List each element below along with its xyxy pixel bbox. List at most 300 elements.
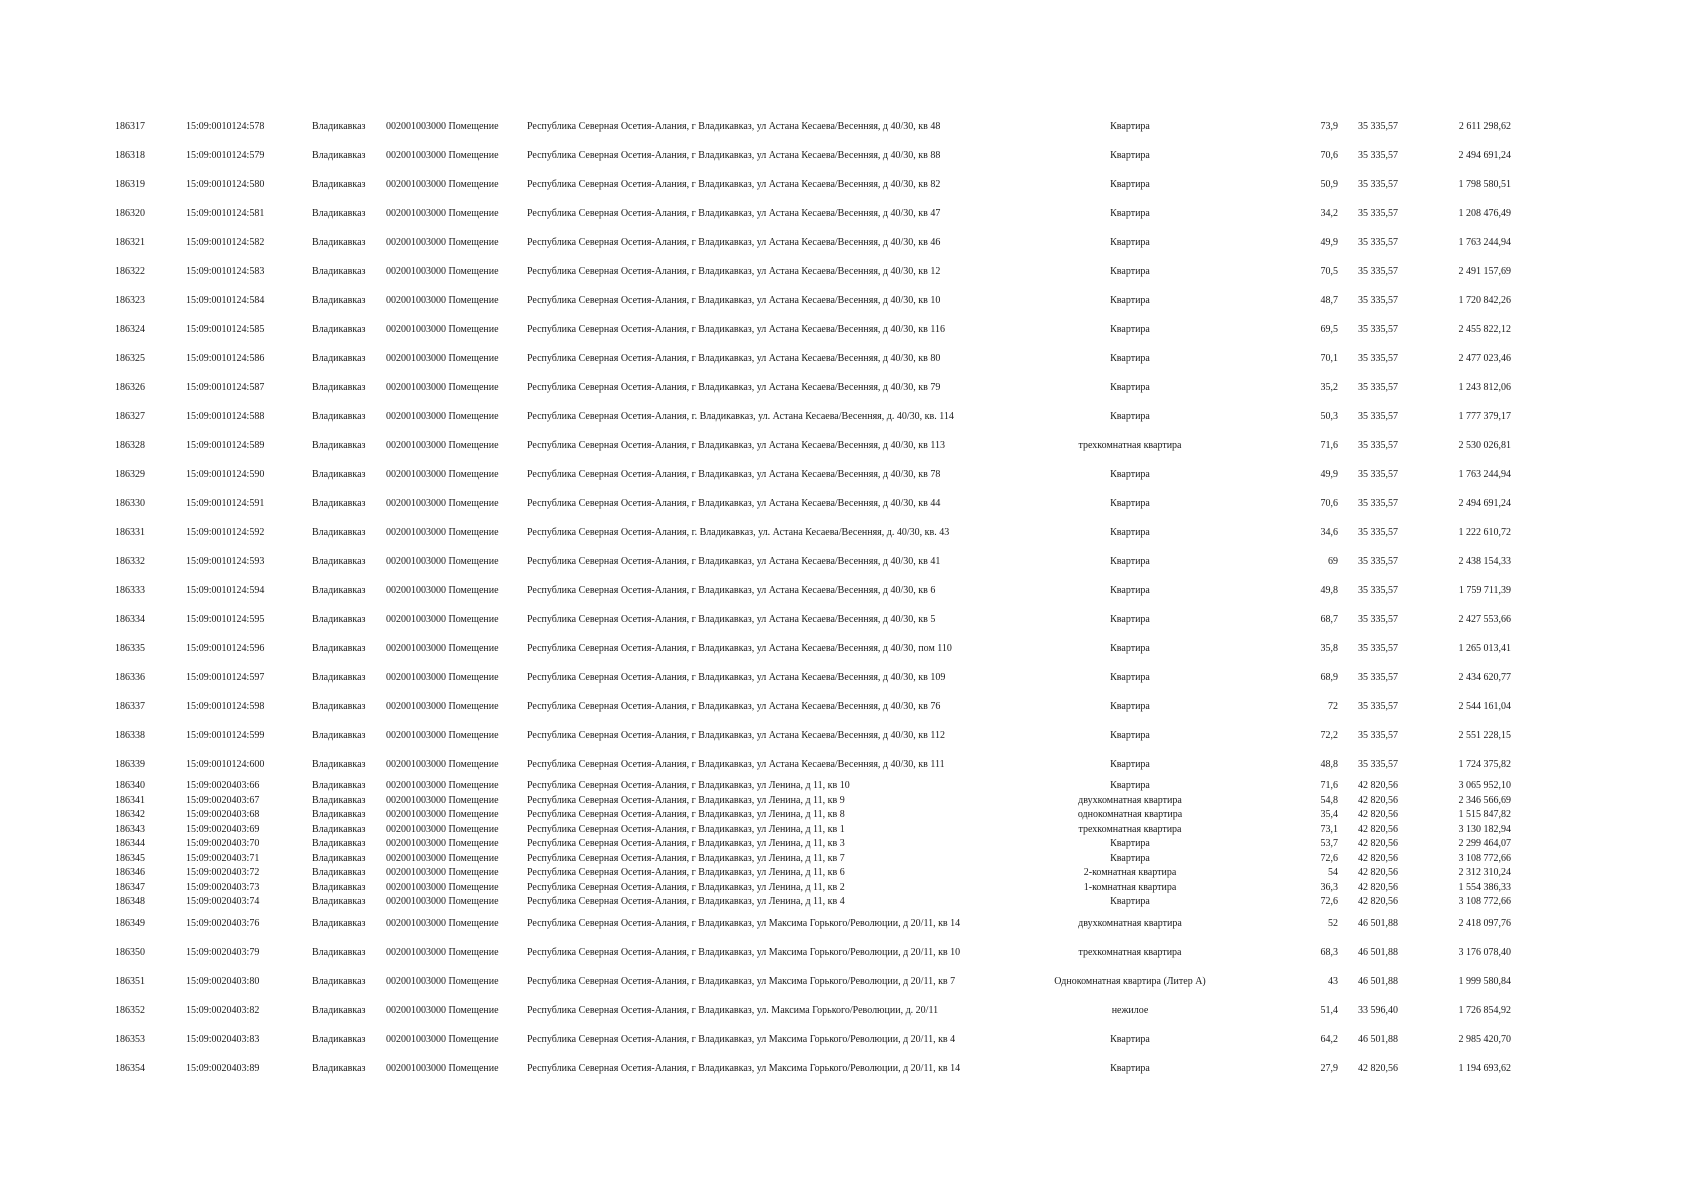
cadastral-number-cell: 15:09:0010124:591 — [186, 498, 265, 509]
city-cell: Владикавказ — [312, 237, 366, 248]
premises-type-label: Квартира — [1110, 179, 1150, 190]
premises-type-label: Квартира — [1110, 324, 1150, 335]
premises-type-label: Квартира — [1110, 780, 1150, 791]
city-cell: Владикавказ — [312, 266, 366, 277]
object-code-cell: 002001003000 Помещение — [386, 780, 499, 791]
object-code-cell: 002001003000 Помещение — [386, 643, 499, 654]
address-cell: Республика Северная Осетия-Алания, г Владикавказ, ул Астана Кесаева/Весенняя, д 40/30, кв 6 — [527, 585, 936, 596]
cadastral-number-cell: 15:09:0010124:598 — [186, 701, 265, 712]
object-code-cell: 002001003000 Помещение — [386, 947, 499, 958]
premises-type-label: Квартира — [1110, 585, 1150, 596]
record-number-cell: 186353 — [115, 1034, 145, 1045]
area-cell: 73,9 — [1320, 121, 1338, 132]
city-cell: Владикавказ — [312, 411, 366, 422]
area-cell: 35,4 — [1320, 809, 1338, 820]
table-row — [0, 779, 1697, 793]
cadastral-value-cell: 2 530 026,81 — [1458, 440, 1511, 451]
cadastral-number-cell: 15:09:0020403:71 — [186, 853, 260, 864]
cadastral-number-cell: 15:09:0020403:83 — [186, 1034, 260, 1045]
object-code-cell: 002001003000 Помещение — [386, 440, 499, 451]
premises-type-label: Квартира — [1110, 730, 1150, 741]
address-cell: Республика Северная Осетия-Алания, г Владикавказ, ул Астана Кесаева/Весенняя, д 40/30, кв 112 — [527, 730, 945, 741]
record-number-cell: 186351 — [115, 976, 145, 987]
city-cell: Владикавказ — [312, 701, 366, 712]
address-cell: Республика Северная Осетия-Алания, г Владикавказ, ул Ленина, д 11, кв 9 — [527, 795, 845, 806]
area-cell: 64,2 — [1320, 1034, 1338, 1045]
premises-type-label: Квартира — [1110, 896, 1150, 907]
record-number-cell: 186319 — [115, 179, 145, 190]
table-row — [0, 1033, 1697, 1047]
table-row — [0, 294, 1697, 308]
address-cell: Республика Северная Осетия-Алания, г Владикавказ, ул Ленина, д 11, кв 3 — [527, 838, 845, 849]
city-cell: Владикавказ — [312, 824, 366, 835]
area-cell: 50,3 — [1320, 411, 1338, 422]
premises-type-label: Квартира — [1110, 150, 1150, 161]
cadastral-value-cell: 2 418 097,76 — [1458, 918, 1511, 929]
city-cell: Владикавказ — [312, 585, 366, 596]
specific-value-cell: 35 335,57 — [1358, 324, 1398, 335]
object-code-cell: 002001003000 Помещение — [386, 824, 499, 835]
cadastral-value-cell: 2 346 566,69 — [1458, 795, 1511, 806]
address-cell: Республика Северная Осетия-Алания, г Владикавказ, ул Астана Кесаева/Весенняя, д 40/30, кв 80 — [527, 353, 941, 364]
record-number-cell: 186323 — [115, 295, 145, 306]
cadastral-number-cell: 15:09:0010124:579 — [186, 150, 265, 161]
table-row — [0, 323, 1697, 337]
city-cell: Владикавказ — [312, 469, 366, 480]
address-cell: Республика Северная Осетия-Алания, г Владикавказ, ул Астана Кесаева/Весенняя, д 40/30, кв 44 — [527, 498, 941, 509]
specific-value-cell: 35 335,57 — [1358, 295, 1398, 306]
table-row — [0, 852, 1697, 866]
specific-value-cell: 35 335,57 — [1358, 121, 1398, 132]
cadastral-number-cell: 15:09:0020403:66 — [186, 780, 260, 791]
cadastral-number-cell: 15:09:0010124:599 — [186, 730, 265, 741]
cadastral-value-cell: 2 434 620,77 — [1458, 672, 1511, 683]
area-cell: 68,7 — [1320, 614, 1338, 625]
premises-type-label: Квартира — [1110, 353, 1150, 364]
object-code-cell: 002001003000 Помещение — [386, 527, 499, 538]
record-number-cell: 186335 — [115, 643, 145, 654]
city-cell: Владикавказ — [312, 976, 366, 987]
address-cell: Республика Северная Осетия-Алания, г Владикавказ, ул Ленина, д 11, кв 4 — [527, 896, 845, 907]
premises-type-label: Квартира — [1110, 643, 1150, 654]
object-code-cell: 002001003000 Помещение — [386, 896, 499, 907]
cadastral-number-cell: 15:09:0020403:69 — [186, 824, 260, 835]
address-cell: Республика Северная Осетия-Алания, г Владикавказ, ул Астана Кесаева/Весенняя, д 40/30, кв 10 — [527, 295, 941, 306]
table-row — [0, 149, 1697, 163]
premises-type-label: трехкомнатная квартира — [1078, 824, 1182, 835]
specific-value-cell: 46 501,88 — [1358, 918, 1398, 929]
address-cell: Республика Северная Осетия-Алания, г Владикавказ, ул Астана Кесаева/Весенняя, д 40/30, кв 111 — [527, 759, 945, 770]
area-cell: 52 — [1328, 918, 1338, 929]
record-number-cell: 186342 — [115, 809, 145, 820]
cadastral-number-cell: 15:09:0020403:80 — [186, 976, 260, 987]
record-number-cell: 186324 — [115, 324, 145, 335]
record-number-cell: 186333 — [115, 585, 145, 596]
address-cell: Республика Северная Осетия-Алания, г Владикавказ, ул Астана Кесаева/Весенняя, д 40/30, кв 82 — [527, 179, 941, 190]
area-cell: 68,3 — [1320, 947, 1338, 958]
specific-value-cell: 35 335,57 — [1358, 614, 1398, 625]
premises-type-label: Квартира — [1110, 411, 1150, 422]
area-cell: 27,9 — [1320, 1063, 1338, 1074]
cadastral-value-cell: 3 065 952,10 — [1458, 780, 1511, 791]
table-row — [0, 613, 1697, 627]
address-cell: Республика Северная Осетия-Алания, г Владикавказ, ул Астана Кесаева/Весенняя, д 40/30, кв 116 — [527, 324, 945, 335]
cadastral-value-cell: 2 544 161,04 — [1458, 701, 1511, 712]
cadastral-value-cell: 2 477 023,46 — [1458, 353, 1511, 364]
area-cell: 73,1 — [1320, 824, 1338, 835]
specific-value-cell: 35 335,57 — [1358, 730, 1398, 741]
specific-value-cell: 42 820,56 — [1358, 1063, 1398, 1074]
record-number-cell: 186325 — [115, 353, 145, 364]
premises-type-label: Квартира — [1110, 208, 1150, 219]
address-cell: Республика Северная Осетия-Алания, г Владикавказ, ул Астана Кесаева/Весенняя, д 40/30, кв 46 — [527, 237, 941, 248]
specific-value-cell: 42 820,56 — [1358, 795, 1398, 806]
premises-type-label: Однокомнатная квартира (Литер А) — [1054, 976, 1206, 987]
cadastral-value-cell: 1 554 386,33 — [1458, 882, 1511, 893]
city-cell: Владикавказ — [312, 382, 366, 393]
premises-type-label: Квартира — [1110, 121, 1150, 132]
object-code-cell: 002001003000 Помещение — [386, 295, 499, 306]
record-number-cell: 186352 — [115, 1005, 145, 1016]
table-row — [0, 178, 1697, 192]
cadastral-number-cell: 15:09:0010124:594 — [186, 585, 265, 596]
address-cell: Республика Северная Осетия-Алания, г Владикавказ, ул Максима Горького/Революции, д 20/11, кв 14 — [527, 918, 961, 929]
specific-value-cell: 35 335,57 — [1358, 440, 1398, 451]
cadastral-number-cell: 15:09:0010124:596 — [186, 643, 265, 654]
record-number-cell: 186346 — [115, 867, 145, 878]
city-cell: Владикавказ — [312, 556, 366, 567]
specific-value-cell: 42 820,56 — [1358, 780, 1398, 791]
premises-type-label: Квартира — [1110, 527, 1150, 538]
specific-value-cell: 35 335,57 — [1358, 382, 1398, 393]
record-number-cell: 186338 — [115, 730, 145, 741]
address-cell: Республика Северная Осетия-Алания, г Владикавказ, ул Астана Кесаева/Весенняя, д 40/30, кв 79 — [527, 382, 941, 393]
specific-value-cell: 35 335,57 — [1358, 701, 1398, 712]
specific-value-cell: 35 335,57 — [1358, 759, 1398, 770]
cadastral-value-cell: 1 724 375,82 — [1458, 759, 1511, 770]
cadastral-value-cell: 3 108 772,66 — [1458, 853, 1511, 864]
table-row — [0, 584, 1697, 598]
specific-value-cell: 42 820,56 — [1358, 896, 1398, 907]
premises-type-label: Квартира — [1110, 469, 1150, 480]
table-row — [0, 895, 1697, 909]
cadastral-number-cell: 15:09:0010124:578 — [186, 121, 265, 132]
object-code-cell: 002001003000 Помещение — [386, 672, 499, 683]
cadastral-value-cell: 2 312 310,24 — [1458, 867, 1511, 878]
city-cell: Владикавказ — [312, 527, 366, 538]
city-cell: Владикавказ — [312, 882, 366, 893]
city-cell: Владикавказ — [312, 896, 366, 907]
address-cell: Республика Северная Осетия-Алания, г Владикавказ, ул Астана Кесаева/Весенняя, д 40/30, кв 47 — [527, 208, 941, 219]
address-cell: Республика Северная Осетия-Алания, г Владикавказ, ул Астана Кесаева/Весенняя, д 40/30, кв 12 — [527, 266, 941, 277]
table-row — [0, 700, 1697, 714]
object-code-cell: 002001003000 Помещение — [386, 121, 499, 132]
cadastral-number-cell: 15:09:0010124:581 — [186, 208, 265, 219]
table-row — [0, 642, 1697, 656]
area-cell: 34,2 — [1320, 208, 1338, 219]
record-number-cell: 186344 — [115, 838, 145, 849]
address-cell: Республика Северная Осетия-Алания, г Владикавказ, ул Астана Кесаева/Весенняя, д 40/30, кв 41 — [527, 556, 941, 567]
record-number-cell: 186348 — [115, 896, 145, 907]
area-cell: 72,6 — [1320, 853, 1338, 864]
address-cell: Республика Северная Осетия-Алания, г Владикавказ, ул Ленина, д 11, кв 6 — [527, 867, 845, 878]
cadastral-number-cell: 15:09:0020403:79 — [186, 947, 260, 958]
area-cell: 36,3 — [1320, 882, 1338, 893]
cadastral-value-cell: 2 985 420,70 — [1458, 1034, 1511, 1045]
table-row — [0, 526, 1697, 540]
cadastral-value-cell: 2 438 154,33 — [1458, 556, 1511, 567]
city-cell: Владикавказ — [312, 295, 366, 306]
area-cell: 68,9 — [1320, 672, 1338, 683]
cadastral-number-cell: 15:09:0010124:585 — [186, 324, 265, 335]
table-row — [0, 758, 1697, 772]
specific-value-cell: 35 335,57 — [1358, 266, 1398, 277]
object-code-cell: 002001003000 Помещение — [386, 1063, 499, 1074]
table-row — [0, 207, 1697, 221]
cadastral-number-cell: 15:09:0010124:600 — [186, 759, 265, 770]
record-number-cell: 186340 — [115, 780, 145, 791]
city-cell: Владикавказ — [312, 809, 366, 820]
object-code-cell: 002001003000 Помещение — [386, 614, 499, 625]
table-row — [0, 1062, 1697, 1076]
object-code-cell: 002001003000 Помещение — [386, 1005, 499, 1016]
area-cell: 72,2 — [1320, 730, 1338, 741]
city-cell: Владикавказ — [312, 795, 366, 806]
record-number-cell: 186321 — [115, 237, 145, 248]
object-code-cell: 002001003000 Помещение — [386, 411, 499, 422]
area-cell: 35,2 — [1320, 382, 1338, 393]
object-code-cell: 002001003000 Помещение — [386, 976, 499, 987]
city-cell: Владикавказ — [312, 643, 366, 654]
record-number-cell: 186327 — [115, 411, 145, 422]
cadastral-value-cell: 1 726 854,92 — [1458, 1005, 1511, 1016]
object-code-cell: 002001003000 Помещение — [386, 882, 499, 893]
cadastral-value-cell: 2 494 691,24 — [1458, 498, 1511, 509]
city-cell: Владикавказ — [312, 150, 366, 161]
table-row — [0, 837, 1697, 851]
area-cell: 50,9 — [1320, 179, 1338, 190]
specific-value-cell: 35 335,57 — [1358, 469, 1398, 480]
record-number-cell: 186347 — [115, 882, 145, 893]
premises-type-label: двухкомнатная квартира — [1078, 918, 1182, 929]
area-cell: 43 — [1328, 976, 1338, 987]
area-cell: 72,6 — [1320, 896, 1338, 907]
area-cell: 48,8 — [1320, 759, 1338, 770]
cadastral-value-cell: 2 455 822,12 — [1458, 324, 1511, 335]
city-cell: Владикавказ — [312, 324, 366, 335]
specific-value-cell: 42 820,56 — [1358, 867, 1398, 878]
specific-value-cell: 35 335,57 — [1358, 150, 1398, 161]
specific-value-cell: 35 335,57 — [1358, 411, 1398, 422]
object-code-cell: 002001003000 Помещение — [386, 1034, 499, 1045]
table-row — [0, 352, 1697, 366]
cadastral-number-cell: 15:09:0020403:74 — [186, 896, 260, 907]
area-cell: 69 — [1328, 556, 1338, 567]
object-code-cell: 002001003000 Помещение — [386, 585, 499, 596]
specific-value-cell: 35 335,57 — [1358, 353, 1398, 364]
cadastral-value-cell: 2 551 228,15 — [1458, 730, 1511, 741]
object-code-cell: 002001003000 Помещение — [386, 809, 499, 820]
cadastral-number-cell: 15:09:0010124:597 — [186, 672, 265, 683]
table-row — [0, 946, 1697, 960]
object-code-cell: 002001003000 Помещение — [386, 469, 499, 480]
city-cell: Владикавказ — [312, 759, 366, 770]
object-code-cell: 002001003000 Помещение — [386, 867, 499, 878]
premises-type-label: однокомнатная квартира — [1077, 809, 1183, 820]
table-row — [0, 729, 1697, 743]
city-cell: Владикавказ — [312, 440, 366, 451]
object-code-cell: 002001003000 Помещение — [386, 556, 499, 567]
address-cell: Республика Северная Осетия-Алания, г Владикавказ, ул. Максима Горького/Революции, д. 20/11 — [527, 1005, 939, 1016]
cadastral-value-cell: 2 427 553,66 — [1458, 614, 1511, 625]
cadastral-value-cell: 3 108 772,66 — [1458, 896, 1511, 907]
city-cell: Владикавказ — [312, 1005, 366, 1016]
cadastral-number-cell: 15:09:0010124:584 — [186, 295, 265, 306]
area-cell: 71,6 — [1320, 440, 1338, 451]
specific-value-cell: 35 335,57 — [1358, 208, 1398, 219]
premises-type-label: Квартира — [1110, 295, 1150, 306]
cadastral-value-cell: 2 611 298,62 — [1458, 121, 1511, 132]
cadastral-number-cell: 15:09:0020403:68 — [186, 809, 260, 820]
cadastral-number-cell: 15:09:0020403:73 — [186, 882, 260, 893]
table-row — [0, 468, 1697, 482]
premises-type-label: трехкомнатная квартира — [1078, 440, 1182, 451]
area-cell: 70,5 — [1320, 266, 1338, 277]
specific-value-cell: 35 335,57 — [1358, 527, 1398, 538]
specific-value-cell: 42 820,56 — [1358, 809, 1398, 820]
premises-type-label: Квартира — [1110, 1063, 1150, 1074]
record-number-cell: 186341 — [115, 795, 145, 806]
city-cell: Владикавказ — [312, 498, 366, 509]
city-cell: Владикавказ — [312, 947, 366, 958]
specific-value-cell: 46 501,88 — [1358, 947, 1398, 958]
object-code-cell: 002001003000 Помещение — [386, 701, 499, 712]
cadastral-value-cell: 1 763 244,94 — [1458, 469, 1511, 480]
address-cell: Республика Северная Осетия-Алания, г Владикавказ, ул Ленина, д 11, кв 10 — [527, 780, 850, 791]
premises-type-label: 1-комнатная квартира — [1083, 882, 1177, 893]
address-cell: Республика Северная Осетия-Алания, г Владикавказ, ул Астана Кесаева/Весенняя, д 40/30, пом 110 — [527, 643, 952, 654]
area-cell: 35,8 — [1320, 643, 1338, 654]
record-number-cell: 186345 — [115, 853, 145, 864]
premises-type-label: трехкомнатная квартира — [1078, 947, 1182, 958]
address-cell: Республика Северная Осетия-Алания, г Владикавказ, ул Максима Горького/Революции, д 20/11, кв 10 — [527, 947, 961, 958]
cadastral-number-cell: 15:09:0020403:67 — [186, 795, 260, 806]
specific-value-cell: 46 501,88 — [1358, 1034, 1398, 1045]
city-cell: Владикавказ — [312, 1063, 366, 1074]
address-cell: Республика Северная Осетия-Алания, г Владикавказ, ул Астана Кесаева/Весенняя, д 40/30, кв 109 — [527, 672, 946, 683]
address-cell: Республика Северная Осетия-Алания, г Владикавказ, ул Максима Горького/Революции, д 20/11, кв 14 — [527, 1063, 961, 1074]
record-number-cell: 186343 — [115, 824, 145, 835]
cadastral-number-cell: 15:09:0010124:592 — [186, 527, 265, 538]
city-cell: Владикавказ — [312, 1034, 366, 1045]
table-row — [0, 555, 1697, 569]
table-row — [0, 881, 1697, 895]
cadastral-number-cell: 15:09:0010124:590 — [186, 469, 265, 480]
cadastral-number-cell: 15:09:0010124:583 — [186, 266, 265, 277]
cadastral-value-cell: 1 777 379,17 — [1458, 411, 1511, 422]
specific-value-cell: 35 335,57 — [1358, 585, 1398, 596]
table-row — [0, 1004, 1697, 1018]
object-code-cell: 002001003000 Помещение — [386, 838, 499, 849]
address-cell: Республика Северная Осетия-Алания, г Владикавказ, ул Ленина, д 11, кв 1 — [527, 824, 845, 835]
area-cell: 71,6 — [1320, 780, 1338, 791]
area-cell: 54,8 — [1320, 795, 1338, 806]
cadastral-value-cell: 1 999 580,84 — [1458, 976, 1511, 987]
table-row — [0, 497, 1697, 511]
cadastral-number-cell: 15:09:0020403:70 — [186, 838, 260, 849]
cadastral-number-cell: 15:09:0020403:82 — [186, 1005, 260, 1016]
city-cell: Владикавказ — [312, 838, 366, 849]
city-cell: Владикавказ — [312, 853, 366, 864]
city-cell: Владикавказ — [312, 918, 366, 929]
cadastral-number-cell: 15:09:0010124:587 — [186, 382, 265, 393]
address-cell: Республика Северная Осетия-Алания, г Владикавказ, ул Ленина, д 11, кв 8 — [527, 809, 845, 820]
city-cell: Владикавказ — [312, 780, 366, 791]
specific-value-cell: 42 820,56 — [1358, 838, 1398, 849]
premises-type-label: Квартира — [1110, 614, 1150, 625]
specific-value-cell: 42 820,56 — [1358, 853, 1398, 864]
address-cell: Республика Северная Осетия-Алания, г Владикавказ, ул Астана Кесаева/Весенняя, д 40/30, кв 88 — [527, 150, 941, 161]
premises-type-label: Квартира — [1110, 672, 1150, 683]
cadastral-number-cell: 15:09:0010124:586 — [186, 353, 265, 364]
record-number-cell: 186349 — [115, 918, 145, 929]
cadastral-value-cell: 1 763 244,94 — [1458, 237, 1511, 248]
area-cell: 69,5 — [1320, 324, 1338, 335]
record-number-cell: 186317 — [115, 121, 145, 132]
cadastral-value-cell: 1 243 812,06 — [1458, 382, 1511, 393]
object-code-cell: 002001003000 Помещение — [386, 179, 499, 190]
record-number-cell: 186339 — [115, 759, 145, 770]
object-code-cell: 002001003000 Помещение — [386, 853, 499, 864]
specific-value-cell: 35 335,57 — [1358, 643, 1398, 654]
address-cell: Республика Северная Осетия-Алания, г Владикавказ, ул Астана Кесаева/Весенняя, д 40/30, кв 5 — [527, 614, 936, 625]
city-cell: Владикавказ — [312, 867, 366, 878]
record-number-cell: 186331 — [115, 527, 145, 538]
table-row — [0, 794, 1697, 808]
address-cell: Республика Северная Осетия-Алания, г Владикавказ, ул Максима Горького/Революции, д 20/11, кв 7 — [527, 976, 956, 987]
table-row — [0, 866, 1697, 880]
cadastral-number-cell: 15:09:0010124:589 — [186, 440, 265, 451]
cadastral-number-cell: 15:09:0010124:580 — [186, 179, 265, 190]
address-cell: Республика Северная Осетия-Алания, г Владикавказ, ул Максима Горького/Революции, д 20/11, кв 4 — [527, 1034, 956, 1045]
table-row — [0, 410, 1697, 424]
table-row — [0, 823, 1697, 837]
area-cell: 49,9 — [1320, 469, 1338, 480]
address-cell: Республика Северная Осетия-Алания, г. Владикавказ, ул. Астана Кесаева/Весенняя, д. 40/30, кв. 114 — [527, 411, 954, 422]
cadastral-value-cell: 1 194 693,62 — [1458, 1063, 1511, 1074]
premises-type-label: двухкомнатная квартира — [1078, 795, 1182, 806]
specific-value-cell: 33 596,40 — [1358, 1005, 1398, 1016]
area-cell: 49,8 — [1320, 585, 1338, 596]
table-row — [0, 265, 1697, 279]
address-cell: Республика Северная Осетия-Алания, г Владикавказ, ул Астана Кесаева/Весенняя, д 40/30, кв 48 — [527, 121, 941, 132]
address-cell: Республика Северная Осетия-Алания, г Владикавказ, ул Ленина, д 11, кв 2 — [527, 882, 845, 893]
premises-type-label: 2-комнатная квартира — [1083, 867, 1177, 878]
cadastral-number-cell: 15:09:0010124:593 — [186, 556, 265, 567]
premises-type-label: Квартира — [1110, 556, 1150, 567]
specific-value-cell: 35 335,57 — [1358, 556, 1398, 567]
cadastral-value-cell: 2 299 464,07 — [1458, 838, 1511, 849]
cadastral-value-cell: 2 491 157,69 — [1458, 266, 1511, 277]
table-row — [0, 808, 1697, 822]
cadastral-value-cell: 1 798 580,51 — [1458, 179, 1511, 190]
area-cell: 34,6 — [1320, 527, 1338, 538]
object-code-cell: 002001003000 Помещение — [386, 150, 499, 161]
object-code-cell: 002001003000 Помещение — [386, 918, 499, 929]
premises-type-label: Квартира — [1110, 853, 1150, 864]
address-cell: Республика Северная Осетия-Алания, г Владикавказ, ул Астана Кесаева/Весенняя, д 40/30, кв 78 — [527, 469, 941, 480]
premises-type-label: нежилое — [1111, 1005, 1149, 1016]
